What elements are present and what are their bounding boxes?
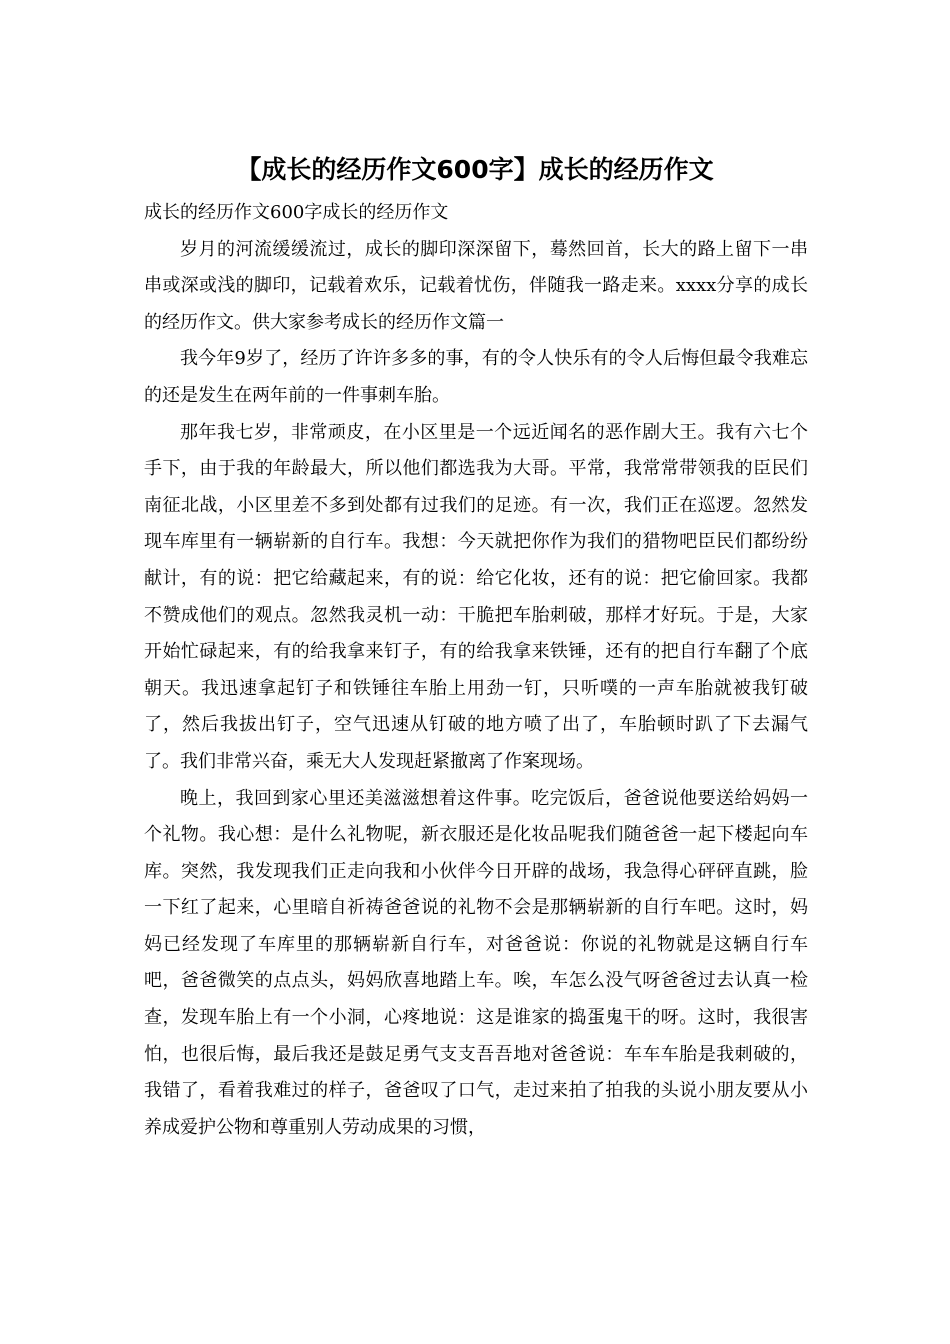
paragraph-evening: 晚上，我回到家心里还美滋滋想着这件事。吃完饭后，爸爸说他要送给妈妈一个礼物。我心想：是什么礼物呢，新衣服还是化妆品呢我们随爸爸一起下楼起向车库。突然，我发现我们正走向我和小伙伴今日开辟的战场，我急得心砰砰直跳，脸一下红了起来，心里暗自祈祷爸爸说的礼物不会是那辆崭新的自行车吧。这时，妈妈已经发现了车库里的那辆崭新自行车，对爸爸说：你说的礼物就是这辆自行车吧，爸爸微笑的点点头，妈妈欣喜地踏上车。唉，车怎么没气呀爸爸过去认真一检查，发现车胎上有一个小洞，心疼地说：这是谁家的捣蛋鬼干的呀。这时，我很害怕，也很后悔，最后我还是鼓足勇气支支吾吾地对爸爸说：车车车胎是我刺破的，我错了，看着我难过的样子，爸爸叹了口气，走过来拍了拍我的头说小朋友要从小养成爱护公物和尊重别人劳动成果的习惯， (144, 787, 808, 1138)
paragraph-prank: 那年我七岁，非常顽皮，在小区里是一个远近闻名的恶作剧大王。我有六七个手下，由于我的年龄最大，所以他们都选我为大哥。平常，我常常带领我的臣民们南征北战，小区里差不多到处都有过我们的足迹。有一次，我们正在巡逻。忽然发现车库里有一辆崭新的自行车。我想：今天就把你作为我们的猎物吧臣民们都纷纷献计，有的说：把它给藏起来，有的说：给它化妆，还有的说：把它偷回家。我都不赞成他们的观点。忽然我灵机一动：干脆把车胎刺破，那样才好玩。于是，大家开始忙碌起来，有的给我拿来钉子，有的给我拿来铁锤，还有的把自行车翻了个底朝天。我迅速拿起钉子和铁锤往车胎上用劲一钉，只听噗的一声车胎就被我钉破了，然后我拔出钉子，空气迅速从钉破的地方喷了出了，车胎顿时趴了下去漏气了。我们非常兴奋，乘无大人发现赶紧撤离了作案现场。 (144, 421, 808, 772)
paragraph-intro: 岁月的河流缓缓流过，成长的脚印深深留下，蓦然回首，长大的路上留下一串串或深或浅的脚印，记载着欢乐，记载着忧伤，伴随我一路走来。xxxx分享的成长的经历作文。供大家参考成长的经历作文篇一 (144, 238, 808, 333)
document-title: 【成长的经历作文600字】成长的经历作文 (236, 155, 714, 184)
document-subtitle: 成长的经历作文600字成长的经历作文 (144, 202, 449, 223)
document-body (144, 195, 808, 1146)
paragraph-age: 我今年9岁了，经历了许许多多的事，有的令人快乐有的令人后悔但最令我难忘的还是发生在两年前的一件事刺车胎。 (144, 348, 808, 406)
